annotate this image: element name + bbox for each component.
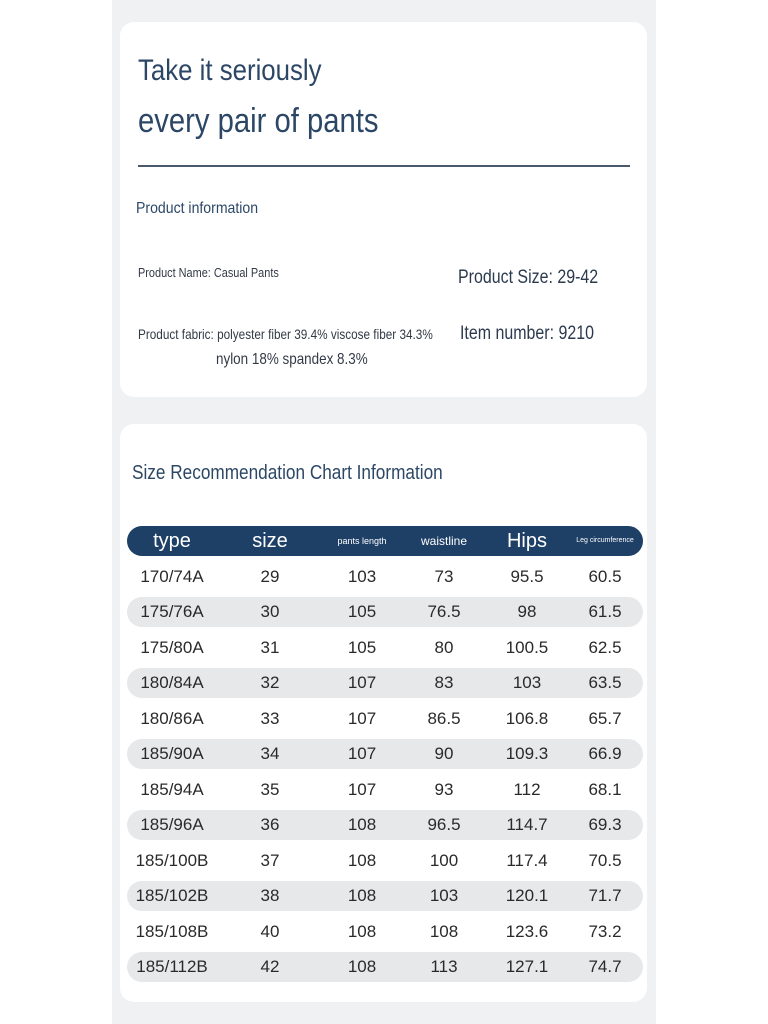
cell-type: 185/94A [140, 779, 204, 799]
cell-pants-length: 108 [347, 815, 377, 834]
product-fabric: Product fabric: polyester fiber 39.4% viscose fiber 34.3% [138, 326, 433, 342]
cell-waistline: 90 [434, 744, 454, 763]
table-header [127, 526, 643, 556]
cell-hips: 117.4 [506, 850, 548, 870]
cell-size: 33 [260, 708, 280, 728]
cell-waistline: 76.5 [427, 602, 461, 621]
cell-leg-circumference: 73.2 [588, 921, 622, 941]
cell-waistline: 103 [429, 886, 459, 905]
headline-line2: every pair of pants [138, 102, 379, 140]
header-waistline: waistline [420, 534, 468, 548]
cell-type: 175/76A [140, 602, 204, 621]
cell-hips: 100.5 [505, 637, 549, 657]
cell-type: 185/108B [135, 921, 209, 941]
item-number: Item number: 9210 [460, 323, 594, 344]
product-info-label: Product information [136, 200, 259, 217]
product-name: Product Name: Casual Pants [138, 265, 279, 280]
cell-waistline: 83 [434, 673, 454, 692]
cell-waistline: 100 [429, 850, 459, 870]
cell-leg-circumference: 62.5 [588, 637, 622, 657]
cell-pants-length: 107 [347, 744, 377, 763]
header-type: type [153, 530, 191, 552]
cell-leg-circumference: 74.7 [588, 957, 622, 976]
cell-waistline: 86.5 [427, 708, 461, 728]
product-info-card [120, 22, 647, 397]
cell-size: 31 [260, 637, 280, 657]
cell-pants-length: 108 [347, 921, 377, 941]
cell-hips: 109.3 [505, 744, 549, 763]
cell-hips: 112 [513, 779, 541, 799]
cell-hips: 123.6 [505, 921, 549, 941]
table-row [127, 917, 643, 947]
table-row [127, 704, 643, 734]
cell-type: 185/102B [135, 886, 209, 905]
cell-waistline: 80 [434, 637, 454, 657]
cell-hips: 127.1 [505, 957, 549, 976]
cell-hips: 103 [512, 673, 542, 692]
cell-leg-circumference: 61.5 [588, 602, 622, 621]
cell-leg-circumference: 69.3 [588, 815, 622, 834]
table-row [127, 846, 643, 876]
divider [138, 165, 630, 167]
cell-hips: 106.8 [505, 708, 549, 728]
table-row [127, 597, 643, 627]
cell-pants-length: 107 [347, 673, 377, 692]
cell-leg-circumference: 63.5 [588, 673, 622, 692]
cell-waistline: 93 [434, 779, 454, 799]
product-fabric-cont: nylon 18% spandex 8.3% [216, 351, 368, 368]
cell-type: 185/96A [140, 815, 204, 834]
cell-type: 185/112B [136, 957, 208, 976]
cell-pants-length: 107 [347, 708, 377, 728]
cell-pants-length: 108 [347, 886, 377, 905]
cell-size: 32 [260, 673, 280, 692]
cell-waistline: 73 [434, 566, 454, 586]
cell-size: 36 [260, 815, 280, 834]
header-hips: Hips [506, 530, 547, 552]
cell-waistline: 113 [430, 957, 458, 976]
cell-pants-length: 103 [347, 566, 377, 586]
cell-size: 34 [260, 744, 280, 763]
header-leg-circumference: Leg circumference [576, 536, 634, 544]
cell-type: 185/90A [140, 744, 204, 763]
table-row [127, 739, 643, 769]
table-row [127, 633, 643, 663]
cell-size: 30 [260, 602, 280, 621]
cell-size: 42 [260, 957, 280, 976]
cell-leg-circumference: 60.5 [588, 566, 622, 586]
table-row [127, 562, 643, 592]
header-pants-length: pants length [337, 535, 387, 546]
cell-pants-length: 105 [347, 637, 377, 657]
product-size: Product Size: 29-42 [458, 267, 599, 288]
cell-size: 37 [260, 850, 280, 870]
table-row [127, 881, 643, 911]
cell-pants-length: 107 [347, 779, 377, 799]
cell-leg-circumference: 65.7 [588, 708, 622, 728]
cell-hips: 120.1 [505, 886, 549, 905]
size-chart-card [120, 424, 647, 1002]
cell-hips: 114.7 [506, 815, 548, 834]
header-size: size [252, 530, 288, 552]
headline-line1: Take it seriously [138, 54, 322, 87]
cell-pants-length: 105 [347, 602, 377, 621]
cell-size: 29 [260, 566, 280, 586]
cell-type: 170/74A [140, 566, 204, 586]
table-row [127, 810, 643, 840]
cell-leg-circumference: 68.1 [588, 779, 622, 799]
size-table [127, 526, 643, 982]
cell-size: 35 [260, 779, 280, 799]
cell-pants-length: 108 [347, 850, 377, 870]
cell-size: 40 [260, 921, 280, 941]
cell-waistline: 108 [429, 921, 459, 941]
table-row [127, 668, 643, 698]
cell-pants-length: 108 [347, 957, 377, 976]
cell-leg-circumference: 70.5 [588, 850, 622, 870]
cell-type: 180/86A [140, 708, 204, 728]
cell-size: 38 [260, 886, 280, 905]
table-row [127, 775, 643, 805]
table-body [127, 562, 643, 983]
size-chart-title: Size Recommendation Chart Information [132, 462, 443, 484]
cell-hips: 95.5 [510, 566, 544, 586]
cell-hips: 98 [517, 602, 537, 621]
cell-type: 185/100B [135, 850, 209, 870]
cell-waistline: 96.5 [427, 815, 461, 834]
cell-type: 180/84A [140, 673, 204, 692]
cell-leg-circumference: 66.9 [588, 744, 622, 763]
cell-type: 175/80A [140, 637, 204, 657]
cell-leg-circumference: 71.7 [588, 886, 622, 905]
table-row [127, 952, 643, 982]
